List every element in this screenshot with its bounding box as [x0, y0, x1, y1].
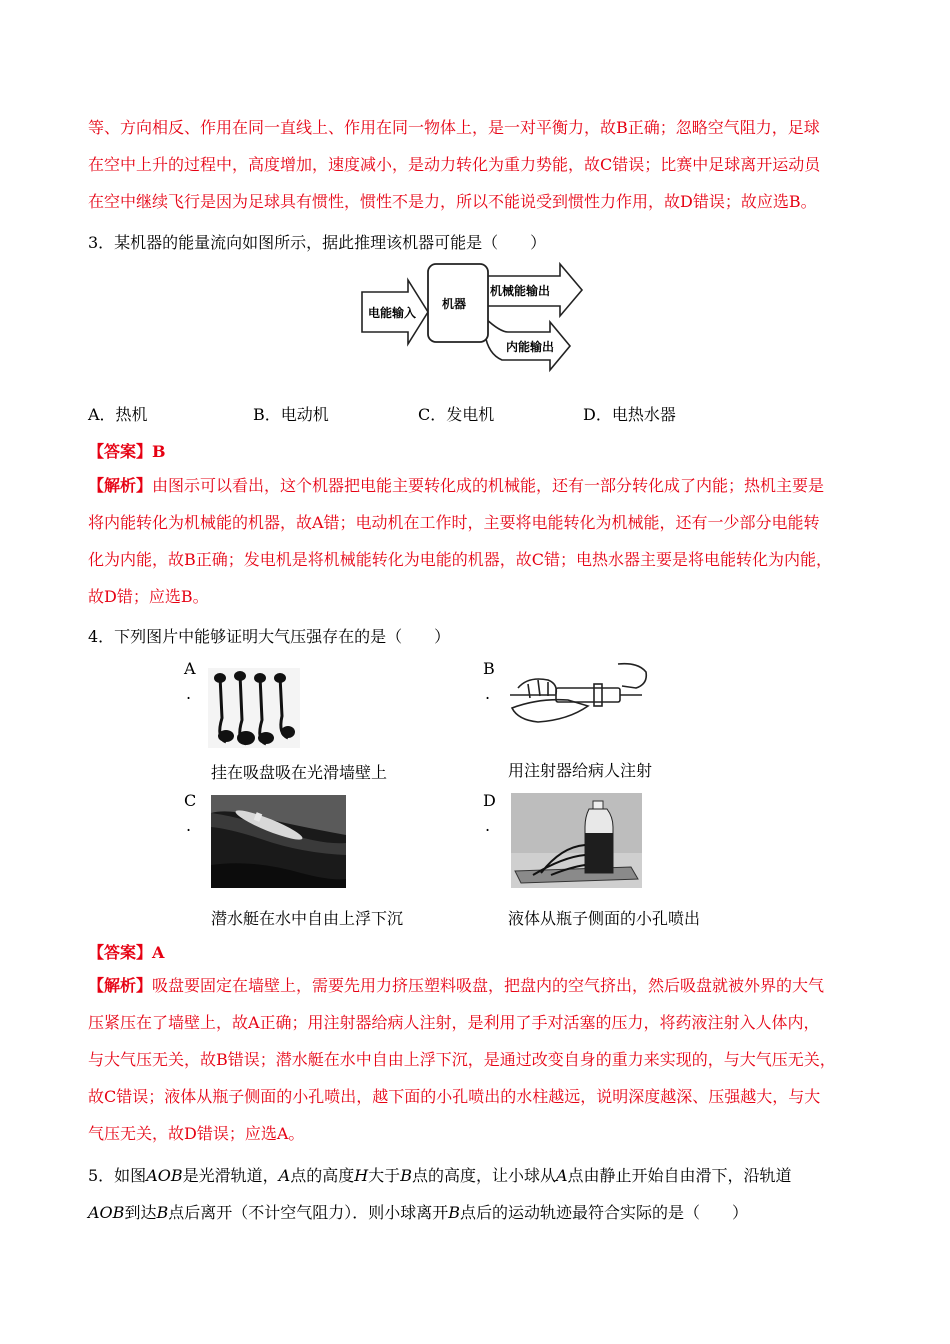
q5-italic-label: B [448, 1203, 460, 1222]
q3-analysis [88, 467, 878, 615]
q5-italic-label: AOB [146, 1166, 183, 1185]
q5-italic-label: H [354, 1166, 369, 1185]
q4-option-d-dot: . [485, 816, 491, 835]
q2-analysis-line: 在空中继续飞行是因为足球具有惯性，惯性不是力，所以不能说受到惯性力作用，故D错误；故应选B。 [88, 192, 817, 211]
q4-option-d-letter: D [483, 791, 496, 810]
q5-text: 是光滑轨道， [182, 1166, 279, 1185]
q5-italic-label: AOB [88, 1203, 125, 1222]
q4-analysis-tag: 【解析】 [88, 976, 153, 995]
q3-analysis-line: 故D错；应选B。 [88, 587, 209, 606]
q3-analysis-tag: 【解析】 [88, 476, 153, 495]
q4-option-c-dot: . [186, 816, 192, 835]
q5-text: 点的高度 [290, 1166, 355, 1185]
q5-italic-label: B [400, 1166, 412, 1185]
q3-answer: 【答案】B [88, 442, 166, 461]
q2-analysis-line: 在空中上升的过程中，高度增加，速度减小，是动力转化为重力势能，故C错误；比赛中足球离开运动员 [88, 155, 821, 174]
suction-cup-hooks-photo [208, 668, 300, 748]
q4-analysis-line: 与大气压无关，故B错误；潜水艇在水中自由上浮下沉，是通过改变自身的重力来实现的，与大气压无关， [88, 1050, 836, 1069]
q5-italic-label: A [555, 1166, 568, 1185]
q4-analysis-line: 故C错误；液体从瓶子侧面的小孔喷出，越下面的小孔喷出的水柱越远，说明深度越深、压强越大，与大 [88, 1087, 821, 1106]
q3-stem: 3．某机器的能量流向如图所示，据此推理该机器可能是（ ） [88, 233, 547, 252]
q5-text: 点由静止开始自由滑下，沿轨道 [567, 1166, 792, 1185]
q2-analysis-line: 等、方向相反、作用在同一直线上、作用在同一物体上，是一对平衡力，故B正确；忽略空气阻力，足球 [88, 118, 820, 137]
submarine-photo [211, 795, 346, 888]
q5-text: 点后的运动轨迹最符合实际的是（ ） [460, 1203, 749, 1222]
q5-italic-label: A [278, 1166, 291, 1185]
q4-analysis-line: 吸盘要固定在墙壁上，需要先用力挤压塑料吸盘，把盘内的空气挤出，然后吸盘就被外界的大气 [152, 976, 825, 995]
q5-stem-line-2 [88, 1200, 748, 1223]
q4-option-a-caption: 挂在吸盘吸在光滑墙壁上 [211, 763, 388, 782]
q4-analysis [88, 967, 878, 1152]
q4-option-c-letter: C [184, 791, 197, 810]
q4-option-b-letter: B [483, 659, 495, 678]
q4-option-b-dot: . [485, 684, 491, 703]
q3-analysis-line: 化为内能，故B正确；发电机是将机械能转化为电能的机器，故C错；电热水器主要是将电能转化为内能， [88, 550, 833, 569]
q5-stem-line-1 [88, 1163, 792, 1186]
q2-analysis-continuation [88, 109, 878, 220]
q5-text: 点后离开（不计空气阻力）．则小球离开 [168, 1203, 449, 1222]
q4-option-c-caption: 潜水艇在水中自由上浮下沉 [211, 909, 404, 928]
syringe-injection-photo [508, 658, 650, 730]
q4-option-a-letter: A [184, 659, 196, 678]
q3-option-b: B．电动机 [253, 405, 329, 424]
q4-option-d-caption: 液体从瓶子侧面的小孔喷出 [508, 909, 701, 928]
input-arrow-label: 电能输入 [368, 306, 417, 320]
q4-option-a-dot: . [186, 684, 192, 703]
q3-option-c: C．发电机 [418, 405, 495, 424]
q3-analysis-line: 由图示可以看出，这个机器把电能主要转化成的机械能，还有一部分转化成了内能；热机主要是 [152, 476, 825, 495]
machine-label: 机器 [442, 297, 467, 311]
q4-answer: 【答案】A [88, 943, 165, 962]
q5-text: 5．如图 [88, 1166, 147, 1185]
energy-flow-diagram [360, 262, 590, 374]
q3-option-d: D．电热水器 [583, 405, 676, 424]
q5-text: 到达 [124, 1203, 157, 1222]
q4-analysis-line: 气压无关，故D错误；应选A。 [88, 1124, 305, 1143]
internal-output-label: 内能输出 [506, 340, 555, 354]
q5-text: 大于 [368, 1166, 401, 1185]
q4-analysis-line: 压紧压在了墙壁上，故A正确；用注射器给病人注射，是利用了手对活塞的压力，将药液注射入人体内， [88, 1013, 820, 1032]
q5-text: 点的高度，让小球从 [411, 1166, 556, 1185]
q4-option-b-caption: 用注射器给病人注射 [508, 761, 653, 780]
q5-italic-label: B [156, 1203, 169, 1222]
q3-option-a: A．热机 [88, 405, 148, 424]
mechanical-output-label: 机械能输出 [490, 284, 551, 298]
q3-analysis-line: 将内能转化为机械能的机器，故A错；电动机在工作时，主要将电能转化为机械能，还有一少部分电能转 [88, 513, 820, 532]
q4-stem: 4．下列图片中能够证明大气压强存在的是（ ） [88, 627, 451, 646]
bottle-water-jet-photo [511, 793, 642, 888]
